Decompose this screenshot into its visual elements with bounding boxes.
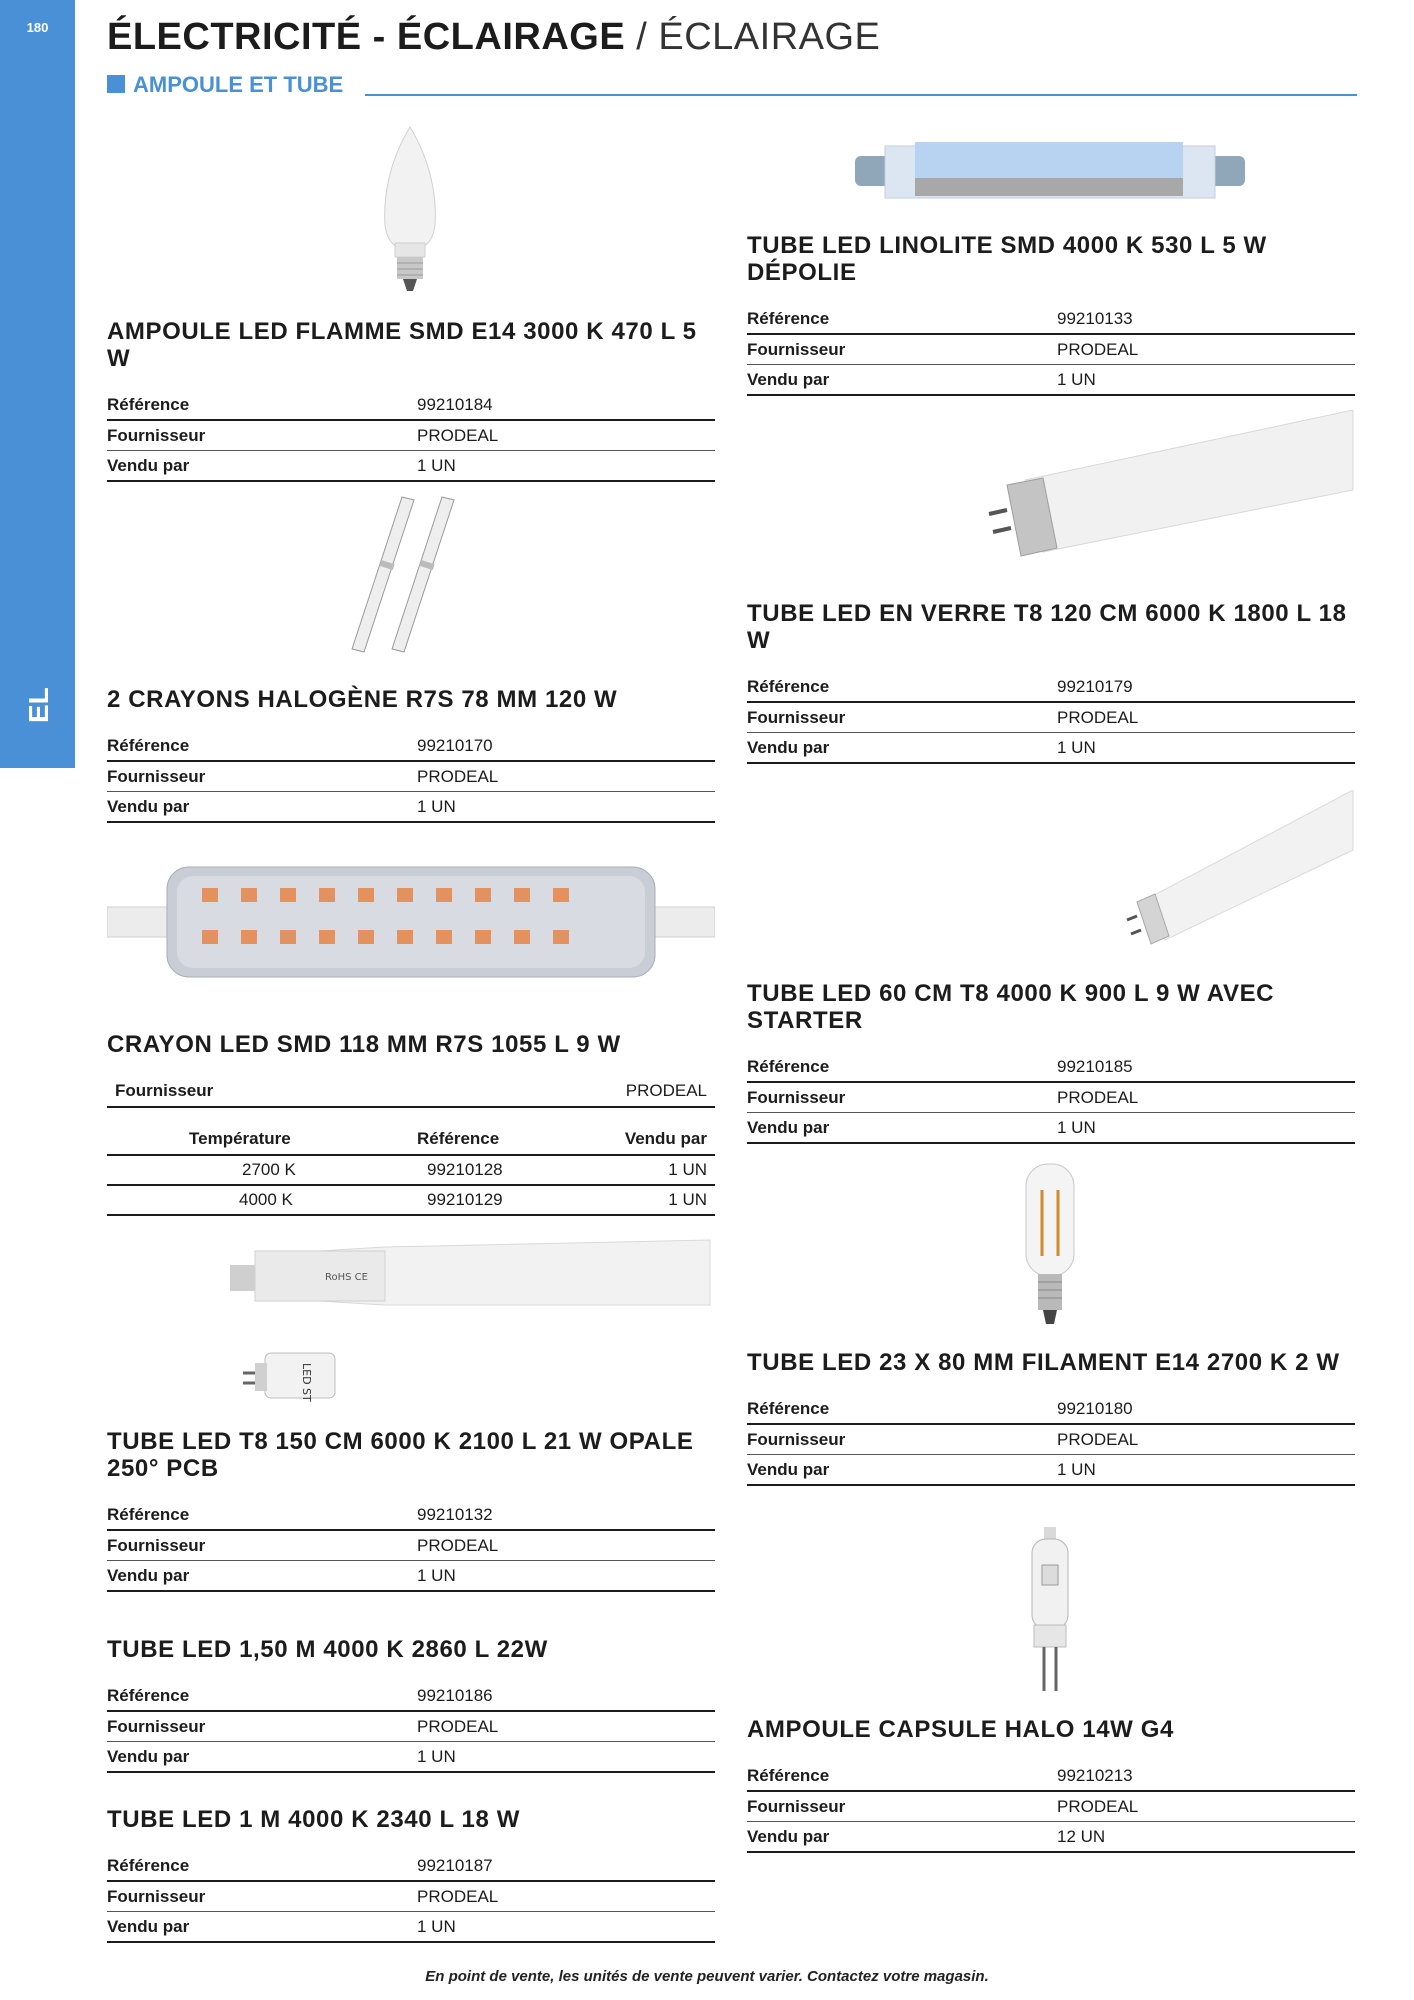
spec-key: Référence <box>747 1766 830 1785</box>
chapter-sidebar <box>0 0 75 768</box>
spec-supplier-row <box>107 1076 715 1108</box>
spec-ref-row <box>747 304 1355 335</box>
product-halogen-pencils <box>107 686 715 823</box>
led-chip <box>475 930 491 944</box>
spec-key: Référence <box>747 1399 830 1418</box>
spec-value: 1 UN <box>1057 738 1096 757</box>
product-glass-t8 <box>747 600 1355 764</box>
product-t8-60cm <box>747 980 1355 1144</box>
spec-supplier-row <box>747 335 1355 365</box>
led-chip <box>436 888 452 902</box>
spec-value: 1 UN <box>417 1917 456 1936</box>
spec-value: PRODEAL <box>1057 1797 1139 1816</box>
product-title: TUBE LED T8 150 CM 6000 K 2100 L 21 W OPALE 250° PCB <box>107 1428 694 1482</box>
spec-supplier-row <box>107 421 715 451</box>
spec-sold-row <box>747 365 1355 396</box>
product-title: 2 CRAYONS HALOGÈNE R7S 78 MM 120 W <box>107 686 618 713</box>
spec-value: 99210180 <box>1057 1399 1133 1418</box>
spec-ref-row <box>107 1500 715 1531</box>
led-chip <box>397 888 413 902</box>
led-chip <box>514 930 530 944</box>
spec-value: 1 UN <box>1057 1118 1096 1137</box>
led-chip <box>397 930 413 944</box>
spec-key: Référence <box>107 1505 190 1524</box>
spec-sold-row <box>107 451 715 482</box>
variant-temp: 4000 K <box>239 1190 293 1209</box>
spec-value: PRODEAL <box>1057 1430 1139 1449</box>
spec-ref-row <box>107 390 715 421</box>
page-number: 180 <box>26 20 49 35</box>
spec-value: 99210170 <box>417 736 493 755</box>
spec-value: 1 UN <box>417 1566 456 1585</box>
spec-value: 1 UN <box>417 456 456 475</box>
spec-value: PRODEAL <box>417 426 499 445</box>
spec-sold-row <box>747 1822 1355 1853</box>
svg-text:LED ST: LED ST <box>300 1363 313 1402</box>
led-chip <box>358 930 374 944</box>
led-chip <box>319 888 335 902</box>
spec-value: PRODEAL <box>1057 340 1139 359</box>
halogen-pencils-image <box>340 492 480 662</box>
spec-ref-row <box>747 1761 1355 1792</box>
led-chip <box>475 888 491 902</box>
section-rule <box>365 94 1357 96</box>
product-title: TUBE LED LINOLITE SMD 4000 K 530 L 5 W DÉPOLIE <box>747 232 1267 286</box>
spec-sold-row <box>747 1455 1355 1486</box>
product-linolite <box>747 232 1355 396</box>
spec-key: Fournisseur <box>747 340 846 359</box>
section-header <box>107 72 1357 96</box>
spec-value: 99210184 <box>417 395 493 414</box>
spec-ref-row <box>107 731 715 762</box>
spec-value: 99210187 <box>417 1856 493 1875</box>
spec-key: Fournisseur <box>107 1717 206 1736</box>
variant-table-header <box>107 1126 715 1156</box>
spec-sold-row <box>107 792 715 823</box>
spec-value: 1 UN <box>1057 1460 1096 1479</box>
spec-key: Fournisseur <box>115 1081 214 1100</box>
led-chip <box>202 930 218 944</box>
led-chip <box>358 888 374 902</box>
linolite-tube-image <box>855 138 1245 208</box>
spec-value: PRODEAL <box>417 1536 499 1555</box>
product-title: AMPOULE LED FLAMME SMD E14 3000 K 470 L 5 W <box>107 318 697 372</box>
spec-key: Référence <box>107 1856 190 1875</box>
spec-value: 99210185 <box>1057 1057 1133 1076</box>
spec-value: 99210132 <box>417 1505 493 1524</box>
glass-t8-tube-image <box>985 410 1355 580</box>
product-led-pencil <box>107 1031 715 1216</box>
variant-ref: 99210128 <box>427 1160 503 1179</box>
spec-key: Vendu par <box>107 1747 190 1766</box>
spec-value: 99210213 <box>1057 1766 1133 1785</box>
led-chip <box>241 888 257 902</box>
spec-supplier-row <box>747 1792 1355 1822</box>
spec-value: PRODEAL <box>417 1887 499 1906</box>
section-label: AMPOULE ET TUBE <box>133 72 344 97</box>
page-title <box>107 16 880 59</box>
spec-sold-row <box>747 1113 1355 1144</box>
product-tube-1m <box>107 1806 715 1943</box>
product-title: TUBE LED 1,50 M 4000 K 2860 L 22W <box>107 1636 548 1663</box>
chapter-tag: EL <box>23 687 54 723</box>
col-reference: Référence <box>417 1129 500 1148</box>
led-chip <box>202 888 218 902</box>
spec-key: Référence <box>747 677 830 696</box>
led-chip <box>319 930 335 944</box>
page-title-sub: / ÉCLAIRAGE <box>636 16 881 58</box>
t8-60cm-tube-image <box>1125 790 1355 960</box>
spec-ref-row <box>107 1681 715 1712</box>
variant-sold: 1 UN <box>668 1160 707 1179</box>
spec-sold-row <box>107 1912 715 1943</box>
spec-key: Référence <box>747 309 830 328</box>
spec-value: PRODEAL <box>1057 1088 1139 1107</box>
spec-value: PRODEAL <box>625 1081 707 1100</box>
halo-capsule-image <box>1020 1525 1080 1695</box>
variant-ref: 99210129 <box>427 1190 503 1209</box>
spec-supplier-row <box>107 762 715 792</box>
spec-value: 1 UN <box>1057 370 1096 389</box>
product-title: CRAYON LED SMD 118 MM R7S 1055 L 9 W <box>107 1031 621 1058</box>
spec-key: Fournisseur <box>747 1430 846 1449</box>
col-temperature: Température <box>189 1129 291 1148</box>
spec-key: Fournisseur <box>747 1797 846 1816</box>
spec-key: Fournisseur <box>107 426 206 445</box>
led-chip <box>436 930 452 944</box>
product-tube-150 <box>107 1636 715 1773</box>
product-title: AMPOULE CAPSULE HALO 14W G4 <box>747 1716 1174 1743</box>
spec-key: Vendu par <box>107 797 190 816</box>
spec-key: Fournisseur <box>107 1536 206 1555</box>
spec-key: Référence <box>107 1686 190 1705</box>
flame-bulb-image <box>375 125 445 295</box>
variant-sold: 1 UN <box>668 1190 707 1209</box>
spec-ref-row <box>747 1394 1355 1425</box>
product-title: TUBE LED EN VERRE T8 120 CM 6000 K 1800 L 18 W <box>747 600 1347 654</box>
spec-value: 1 UN <box>417 797 456 816</box>
spec-value: PRODEAL <box>417 1717 499 1736</box>
spec-key: Référence <box>747 1057 830 1076</box>
spec-key: Vendu par <box>747 738 830 757</box>
led-pencil-image <box>107 862 715 982</box>
spec-value: 1 UN <box>417 1747 456 1766</box>
spec-key: Fournisseur <box>107 767 206 786</box>
spec-key: Vendu par <box>747 370 830 389</box>
spec-supplier-row <box>747 1083 1355 1113</box>
spec-value: PRODEAL <box>417 767 499 786</box>
t8-tube-starter-image <box>225 1235 715 1410</box>
spec-key: Référence <box>107 736 190 755</box>
spec-supplier-row <box>107 1712 715 1742</box>
spec-key: Fournisseur <box>747 708 846 727</box>
product-title: TUBE LED 1 M 4000 K 2340 L 18 W <box>107 1806 520 1833</box>
product-t8-150cm <box>107 1428 715 1592</box>
col-sold: Vendu par <box>624 1129 707 1148</box>
spec-value: PRODEAL <box>1057 708 1139 727</box>
spec-key: Fournisseur <box>747 1088 846 1107</box>
product-title: TUBE LED 60 CM T8 4000 K 900 L 9 W AVEC STARTER <box>747 980 1275 1034</box>
led-chip <box>280 930 296 944</box>
variant-row <box>107 1186 715 1216</box>
spec-ref-row <box>747 1052 1355 1083</box>
spec-ref-row <box>107 1851 715 1882</box>
led-chip <box>280 888 296 902</box>
spec-key: Vendu par <box>107 1917 190 1936</box>
spec-ref-row <box>747 672 1355 703</box>
led-chip <box>514 888 530 902</box>
product-flame-bulb <box>107 318 715 482</box>
spec-value: 99210186 <box>417 1686 493 1705</box>
spec-key: Vendu par <box>747 1460 830 1479</box>
spec-key: Vendu par <box>107 456 190 475</box>
led-chip <box>553 888 569 902</box>
spec-key: Vendu par <box>747 1118 830 1137</box>
product-filament <box>747 1349 1355 1486</box>
product-title: TUBE LED 23 X 80 MM FILAMENT E14 2700 K 2 W <box>747 1349 1340 1376</box>
variant-row <box>107 1156 715 1186</box>
spec-supplier-row <box>747 1425 1355 1455</box>
spec-value: 12 UN <box>1057 1827 1106 1846</box>
led-chip <box>241 930 257 944</box>
section-square-icon <box>107 75 125 93</box>
spec-sold-row <box>107 1561 715 1592</box>
product-halo-capsule <box>747 1716 1355 1853</box>
spec-key: Vendu par <box>107 1566 190 1585</box>
spec-supplier-row <box>747 703 1355 733</box>
spec-key: Fournisseur <box>107 1887 206 1906</box>
spec-supplier-row <box>107 1882 715 1912</box>
svg-text:RoHS CE: RoHS CE <box>325 1272 368 1283</box>
variant-temp: 2700 K <box>242 1160 296 1179</box>
spec-sold-row <box>107 1742 715 1773</box>
filament-bulb-image <box>1020 1160 1080 1330</box>
led-chip <box>553 930 569 944</box>
page-title-main: ÉLECTRICITÉ - ÉCLAIRAGE <box>107 16 626 58</box>
footer-note: En point de vente, les unités de vente peuvent varier. Contactez votre magasin. <box>425 1968 989 1985</box>
spec-value: 99210133 <box>1057 309 1133 328</box>
spec-sold-row <box>747 733 1355 764</box>
spec-key: Référence <box>107 395 190 414</box>
spec-key: Vendu par <box>747 1827 830 1846</box>
spec-value: 99210179 <box>1057 677 1133 696</box>
spec-supplier-row <box>107 1531 715 1561</box>
